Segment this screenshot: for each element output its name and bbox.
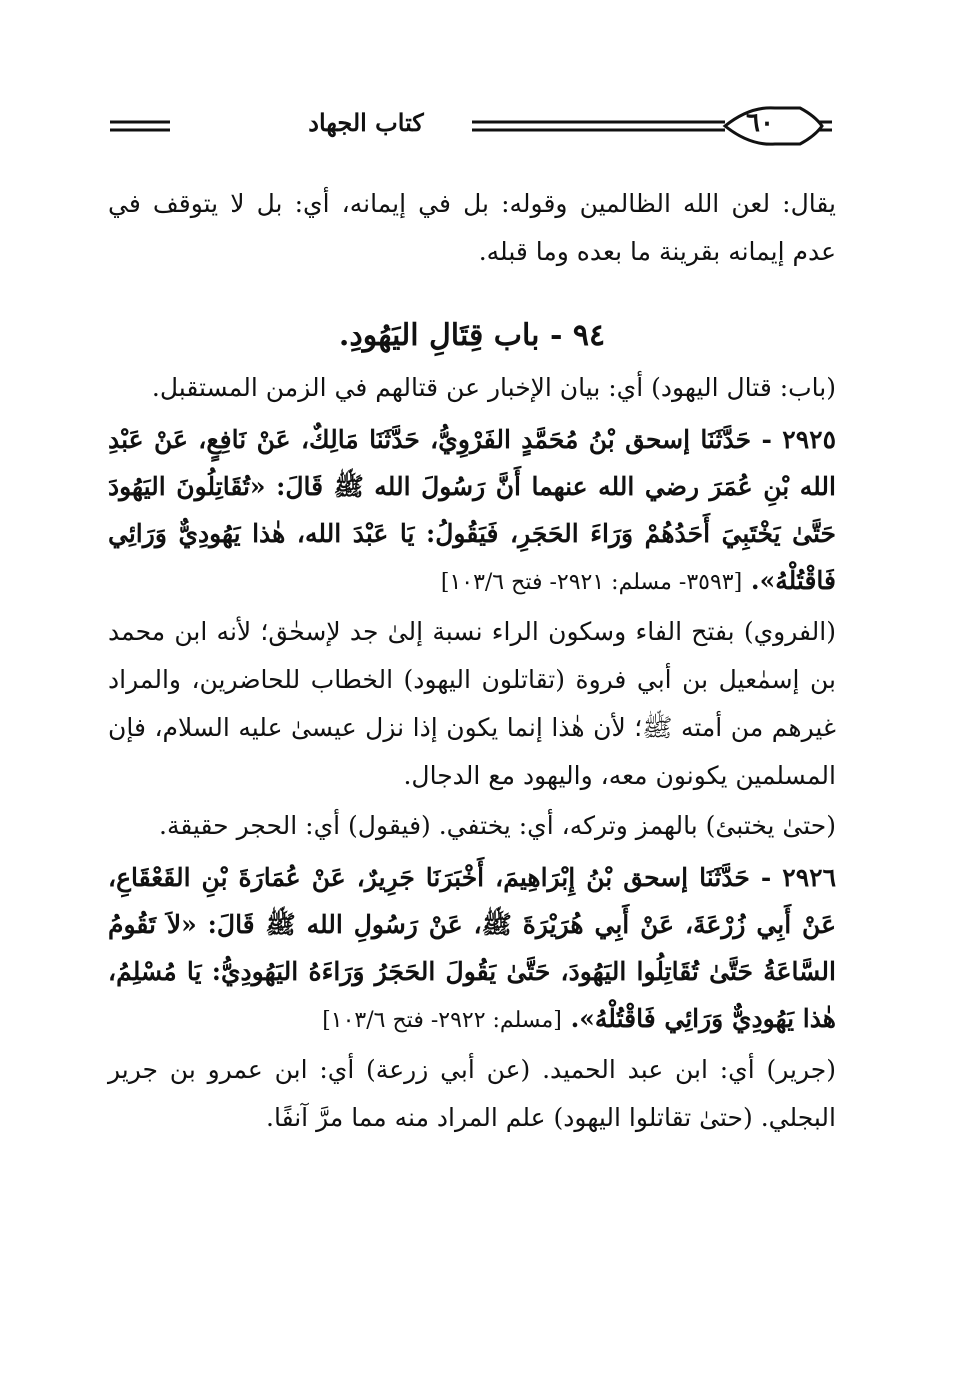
hadith-2926-reference: [مسلم: ٢٩٢٢- فتح ١٠٣/٦]: [322, 1008, 562, 1033]
page-number: ٦٠: [746, 108, 774, 138]
commentary-1: (الفروي) بفتح الفاء وسكون الراء نسبة إلىٰ جد لإسحٰق؛ لأنه ابن محمد بن إسمٰعيل بن أبي فروة (تقاتلون اليهود) الخطاب للحاضرين، والمراد غيرهم من أمته ﷺ؛ لأن هٰذا إنما يكون إذا نزل عيسىٰ عليه السلام، فإن المسلمين يكونون معه، واليهود مع الدجال.: [108, 617, 836, 790]
intro-paragraph: يقال: لعن الله الظالمين وقوله: بل في إيمانه، أي: بل لا يتوقف في عدم إيمانه بقرينة ما بعده وما قبله.: [108, 189, 836, 266]
hadith-2926-text: ٢٩٢٦ - حَدَّثَنَا إسحق بْنُ إِبْرَاهِيمَ، أَخْبَرَنَا جَرِيرٌ، عَنْ عُمَارَةَ بْنِ القَعْقَاعِ، عَنْ أَبِي زُرْعَةَ، عَنْ أَبِي هُرَيْرَةَ ﷺ، عَنْ رَسُولِ الله ﷺ قَالَ: «لاَ تَقُومُ السَّاعَةُ حَتَّىٰ تُقَاتِلُوا اليَهُودَ، حَتَّىٰ يَقُولَ الحَجَرُ وَرَاءَهُ اليَهُودِيُّ: يَا مُسْلِمُ، هٰذا يَهُودِيٌّ وَرَائِي فَاقْتُلْهُ».: [108, 863, 836, 1033]
book-title: كتاب الجهاد: [260, 110, 472, 136]
hadith-2925: [108, 416, 836, 606]
chapter-heading: ٩٤ - باب قِتَالِ اليَهُودِ.: [338, 318, 606, 353]
commentary-2: (حتىٰ يختبئ) بالهمز وتركه، أي: يختفي. (فيقول) أي: الحجر حقيقة.: [159, 811, 836, 840]
chapter-explanation: (باب: قتال اليهود) أي: بيان الإخبار عن قتالهم في الزمن المستقبل.: [151, 373, 836, 402]
hadith-2926: [108, 854, 836, 1044]
page-header: [110, 100, 832, 150]
page-content: [108, 180, 836, 1144]
hadith-2925-reference: [٣٥٩٣- مسلم: ٢٩٢١- فتح ١٠٣/٦]: [440, 570, 743, 595]
hadith-2925-text: ٢٩٢٥ - حَدَّثَنَا إسحق بْنُ مُحَمَّدٍ الفَرْوِيُّ، حَدَّثَنَا مَالِكٌ، عَنْ نَافِعٍ، عَنْ عَبْدِ الله بْنِ عُمَرَ رضي الله عنهما أَنَّ رَسُولَ الله ﷺ قَالَ: «تُقَاتِلُونَ اليَهُودَ حَتَّىٰ يَخْتَبِيَ أَحَدُهُمْ وَرَاءَ الحَجَرِ، فَيَقُولُ: يَا عَبْدَ الله، هٰذا يَهُودِيٌّ وَرَائِي فَاقْتُلْهُ».: [108, 425, 836, 595]
commentary-3: (جرير) أي: ابن عبد الحميد. (عن أبي زرعة) أي: ابن عمرو بن جرير البجلي. (حتىٰ تقاتلوا اليهود) علم المراد منه مما مرَّ آنفًا.: [108, 1055, 836, 1132]
